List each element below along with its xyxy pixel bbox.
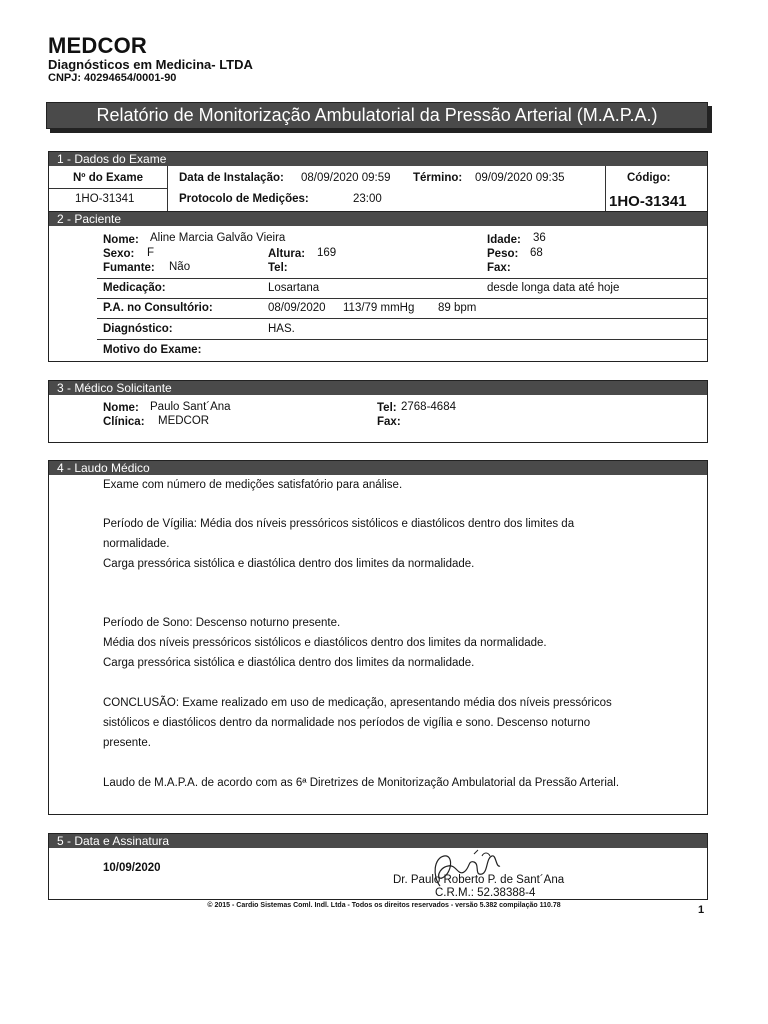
patient-age-label: Idade:: [487, 234, 521, 246]
doctor-name-label: Nome:: [103, 402, 139, 414]
exam-number-label: Nº do Exame: [73, 172, 144, 184]
signature-section: [48, 833, 708, 900]
report-line: Período de Vígilia: Média dos níveis pressóricos sistólicos e diastólicos dentro dos limites da: [103, 518, 575, 530]
exam-number-value: 1HO-31341: [75, 193, 135, 205]
row-divider: [97, 318, 707, 319]
medication-label: Medicação:: [103, 282, 166, 294]
office-bp-date: 08/09/2020: [268, 302, 326, 314]
diagnosis-value: HAS.: [268, 323, 295, 335]
diagnosis-label: Diagnóstico:: [103, 323, 173, 335]
patient-sex-label: Sexo:: [103, 248, 135, 260]
patient-smoker-value: Não: [169, 261, 191, 273]
report-title-banner: [46, 102, 708, 129]
handwritten-signature: [412, 846, 522, 896]
patient-section-header: 2 - Paciente: [49, 212, 707, 226]
doctor-tel-value: 2768-4684: [401, 401, 456, 413]
doctor-fax-label: Fax:: [377, 416, 401, 428]
report-section-header: 4 - Laudo Médico: [49, 461, 707, 475]
signing-doctor-crm: C.R.M.: 52.38388-4: [435, 887, 536, 899]
clinic-label: Clínica:: [103, 416, 145, 428]
page-number: 1: [698, 904, 705, 916]
report-line: Exame com número de medições satisfatório para análise.: [103, 479, 403, 491]
patient-sex-value: F: [147, 247, 155, 259]
exam-section-header: 1 - Dados do Exame: [49, 152, 707, 166]
office-bp-bpm: 89 bpm: [438, 302, 477, 314]
report-line: Laudo de M.A.P.A. de acordo com as 6ª Diretrizes de Monitorização Ambulatorial da Pressão Arterial.: [103, 777, 620, 789]
doctor-section-header: 3 - Médico Solicitante: [49, 381, 707, 395]
install-date-label: Data de Instalação:: [179, 172, 284, 184]
clinic-value: MEDCOR: [158, 415, 210, 427]
signature-section-header: 5 - Data e Assinatura: [49, 834, 707, 848]
medication-note: desde longa data até hoje: [487, 282, 620, 294]
report-line: Média dos níveis pressóricos sistólicos e diastólicos dentro dos limites da normalidade.: [103, 637, 547, 649]
report-line: Período de Sono: Descenso noturno presente.: [103, 617, 341, 629]
code-value: 1HO-31341: [609, 193, 687, 210]
report-line: CONCLUSÃO: Exame realizado em uso de medicação, apresentando média dos níveis pressóricos: [103, 697, 612, 709]
end-date-label: Término:: [413, 172, 463, 184]
end-date-value: 09/09/2020 09:35: [475, 172, 565, 184]
doctor-name-value: Paulo Sant´Ana: [150, 401, 231, 413]
patient-name-label: Nome:: [103, 234, 139, 246]
patient-age-value: 36: [533, 232, 546, 244]
exam-motive-label: Motivo do Exame:: [103, 344, 202, 356]
report-title: Relatório de Monitorização Ambulatorial da Pressão Arterial (M.A.P.A.): [96, 105, 658, 125]
code-label: Código:: [627, 172, 671, 184]
patient-height-value: 169: [317, 247, 337, 259]
patient-smoker-label: Fumante:: [103, 262, 155, 274]
report-line: sistólicos e diastólicos dentro da normalidade nos períodos de vigília e sono. Descenso noturno: [103, 717, 591, 729]
doctor-section: [48, 380, 708, 443]
patient-fax-label: Fax:: [487, 262, 511, 274]
row-divider: [97, 339, 707, 340]
report-line: presente.: [103, 737, 151, 749]
report-section: [48, 460, 708, 815]
patient-section: [48, 211, 708, 362]
patient-weight-label: Peso:: [487, 248, 519, 260]
footer-copyright: © 2015 - Cardio Sistemas Coml. Indl. Ltda - Todos os direitos reservados - versão 5.382 compilação 110.78: [207, 902, 561, 909]
protocol-label: Protocolo de Medições:: [179, 193, 309, 205]
company-name: MEDCOR: [48, 33, 147, 58]
report-line: normalidade.: [103, 538, 170, 550]
report-line: Carga pressórica sistólica e diastólica dentro dos limites da normalidade.: [103, 657, 475, 669]
company-cnpj: CNPJ: 40294654/0001-90: [48, 72, 177, 84]
patient-height-label: Altura:: [268, 248, 306, 260]
signing-doctor-name: Dr. Paulo Roberto P. de Sant´Ana: [393, 874, 565, 886]
patient-weight-value: 68: [530, 247, 543, 259]
protocol-value: 23:00: [353, 193, 382, 205]
patient-name-value: Aline Marcia Galvão Vieira: [150, 232, 286, 244]
doctor-tel-label: Tel:: [377, 402, 397, 414]
company-subtitle: Diagnósticos em Medicina- LTDA: [48, 57, 253, 72]
exam-section: [48, 151, 708, 213]
row-divider: [97, 298, 707, 299]
divider: [167, 166, 168, 212]
office-bp-value: 113/79 mmHg: [343, 302, 415, 314]
install-date-value: 08/09/2020 09:59: [301, 172, 391, 184]
row-divider: [97, 278, 707, 279]
report-line: Carga pressórica sistólica e diastólica dentro dos limites da normalidade.: [103, 558, 475, 570]
patient-tel-label: Tel:: [268, 262, 288, 274]
divider: [605, 166, 606, 212]
office-bp-label: P.A. no Consultório:: [103, 302, 213, 314]
divider: [49, 188, 167, 189]
medication-value: Losartana: [268, 282, 320, 294]
signature-date: 10/09/2020: [103, 862, 161, 874]
